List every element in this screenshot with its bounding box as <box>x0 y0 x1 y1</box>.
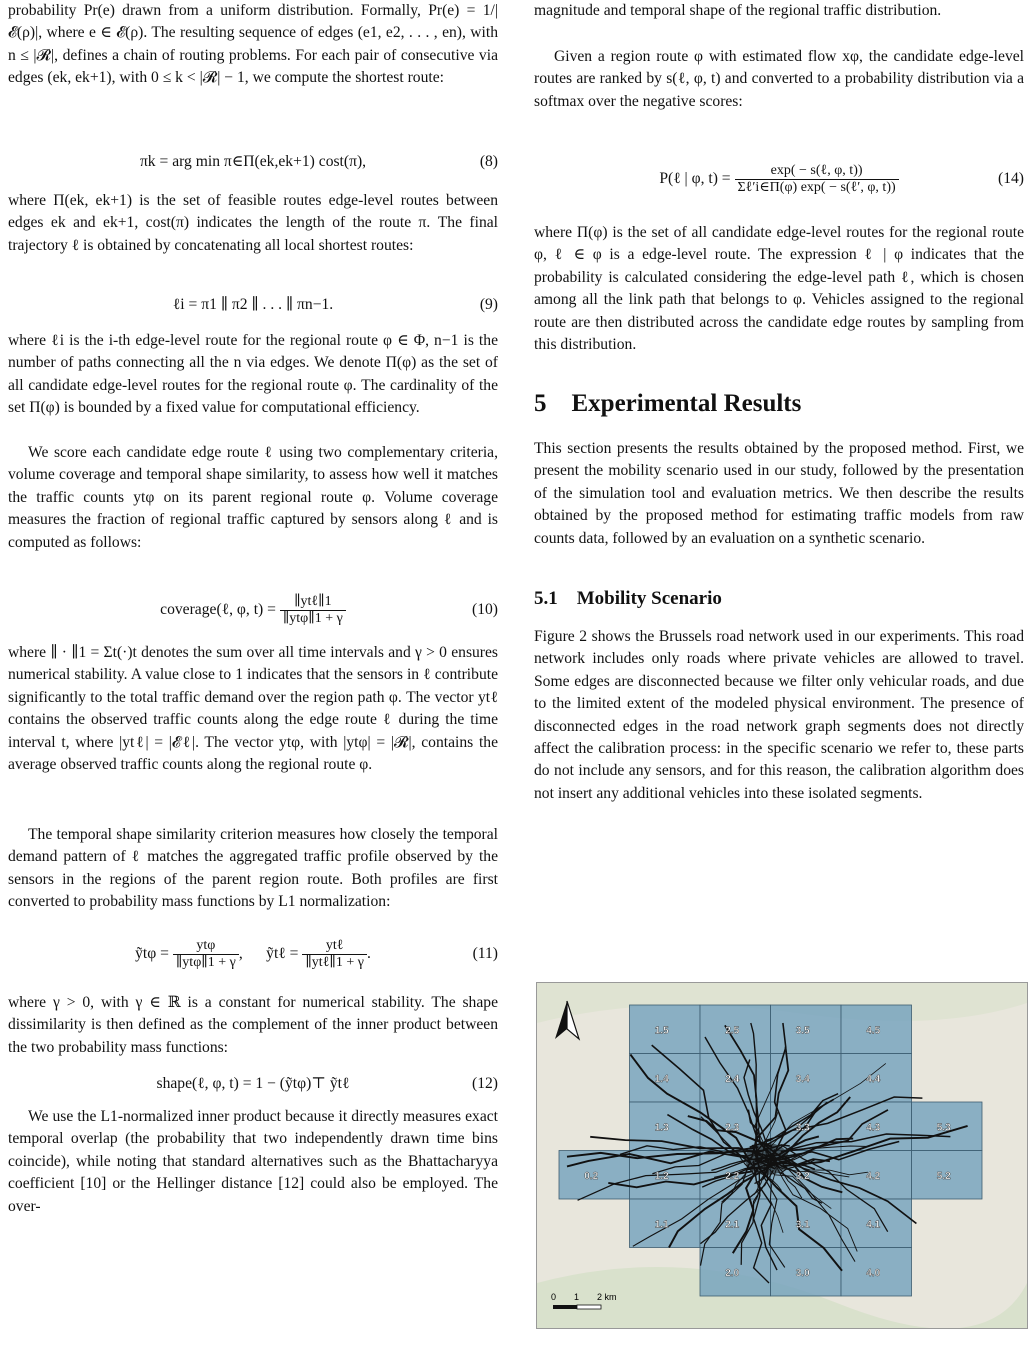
paragraph: This section presents the results obtained by the proposed method. First, we present the mobility scenario used in our study, followed by the presentation of the simulation tool and evaluation metrics. We then describe the results obtained by the proposed method for estimating traffic models from raw counts data, followed by an evaluation on a synthetic scenario. <box>534 440 1024 547</box>
paragraph: We score each candidate edge route ℓ using two complementary criteria, volume coverage and temporal shape similarity, to assess how well it matches the traffic counts ytφ on its parent regional route φ. Volume coverage measures the fraction of regional traffic captured by sensors along ℓ and is computed as follows: <box>8 444 498 551</box>
paragraph: where Π(ek, ek+1) is the set of feasible routes edge-level routes between edges ek and ek+1, cost(π) indicates the length of the route π. The final trajectory ℓ is obtained by concatenating all local shortest routes: <box>8 192 498 254</box>
scale-segment <box>577 1305 601 1309</box>
fraction <box>302 938 367 971</box>
denominator: ∥ytφ∥1 + γ <box>175 954 236 970</box>
numerator: ytφ <box>173 938 239 955</box>
equation-lhs: P(ℓ | φ, t) = <box>659 170 731 187</box>
region-label: 5.2 <box>936 1170 951 1182</box>
region-label: 4.5 <box>866 1025 881 1037</box>
denominator: Σℓ′i∈Π(φ) exp( − s(ℓ′, φ, t)) <box>737 179 896 195</box>
equation-number: (9) <box>479 296 498 313</box>
region-label: 3.3 <box>795 1122 810 1134</box>
equation-9 <box>8 280 498 330</box>
equation-lhs: ỹtℓ = <box>266 945 299 962</box>
fraction <box>173 938 239 971</box>
region-label: 1.4 <box>654 1073 669 1085</box>
equation-number: (12) <box>472 1075 498 1092</box>
scale-label: 2 km <box>597 1292 617 1302</box>
paragraph: The temporal shape similarity criterion measures how closely the temporal demand pattern of ℓ matches the aggregated traffic profile observed by the sensors in the regions of the parent region route. Both profiles are first converted to probability mass functions by L1 normalization: <box>8 826 498 911</box>
paragraph: We use the L1-normalized inner product because it directly measures exact temporal overlap (the probability that two independently drawn time bins coincide), while noting that standard alternatives such as the Bhattacharyya coefficient [10] or the Hellinger distance [12] could also be employed. The over- <box>8 1108 498 1215</box>
section-heading <box>534 384 1024 424</box>
region-label: 1.1 <box>654 1219 669 1231</box>
region-label: 5.3 <box>936 1122 951 1134</box>
right-column <box>534 0 1024 805</box>
region-label: 0.2 <box>584 1170 599 1182</box>
region-label: 4.4 <box>866 1073 881 1085</box>
equation-lhs: ỹtφ = <box>135 945 169 962</box>
section-title: Experimental Results <box>571 390 802 417</box>
paragraph: Figure 2 shows the Brussels road network used in our experiments. This road network includes only roads where private vehicles are allowed to travel. Some edges are disconnected because we filter only vehicular roads, and due to the limited extent of the modeled physical environment. The presence of disconnected edges in the road network graph segments does not directly affect the calibration process: in the specific scenario we refer to, these parts do not include any sensors, and for this reason, the calibration algorithm does not insert any additional vehicles into these isolated segments. <box>534 628 1024 802</box>
equation-text: shape(ℓ, φ, t) = 1 − (ỹtφ)⊤ ỹtℓ <box>156 1075 350 1092</box>
scale-segment <box>553 1305 577 1309</box>
region-label: 2.0 <box>725 1267 740 1279</box>
left-column <box>8 0 498 1218</box>
equation-14 <box>534 136 1024 222</box>
equation-12 <box>8 1062 498 1106</box>
region-label: 2.2 <box>725 1170 740 1182</box>
region-label: 2.5 <box>725 1025 740 1037</box>
region-label: 1.3 <box>654 1122 669 1134</box>
paragraph: where Π(φ) is the set of all candidate edge-level routes for the regional route φ, ℓ ∈ φ is a edge-level route. The expression ℓ | φ indicates that the probability is calculated considering the edge-level path ℓ, which is chosen among all the link path that belongs to φ. Vehicles assigned to the regional route are then distributed across the candidate edge routes by sampling from this distribution. <box>534 224 1024 354</box>
region-label: 3.4 <box>795 1073 810 1085</box>
region-label: 3.5 <box>795 1025 810 1037</box>
map-svg <box>537 983 1027 1328</box>
scale-label: 1 <box>574 1292 580 1302</box>
region-label: 2.1 <box>725 1219 740 1231</box>
subsection-heading <box>534 584 1024 614</box>
subsection-number: 5.1 <box>534 588 558 609</box>
equation-number: (8) <box>479 153 498 170</box>
region-label: 4.2 <box>866 1170 881 1182</box>
numerator: ytℓ <box>302 938 367 955</box>
paragraph: where ∥ · ∥1 = Σt(·)t denotes the sum over all time intervals and γ > 0 ensures numerical stability. A value close to 1 indicates that the sensors in ℓ contribute significantly to the total traffic demand over the region path φ. The vector ytℓ contains the observed traffic counts along the edge route ℓ during the time interval t, where |ytℓ| = |𝓔ℓ|. The vector ytφ, with |ytφ| = |𝓡|, contains the average observed traffic counts along the regional route φ. <box>8 644 498 774</box>
equation-10 <box>8 578 498 642</box>
region-label: 4.3 <box>866 1122 881 1134</box>
figure-map <box>536 982 1028 1329</box>
paragraph: where γ > 0, with γ ∈ ℝ is a constant for numerical stability. The shape dissimilarity is then defined as the complement of the inner product between the two probability mass functions: <box>8 994 498 1056</box>
paragraph: Given a region route φ with estimated flow xφ, the candidate edge-level routes are ranked by s(ℓ, φ, t) and converted to a probability distribution via a softmax over the negative scores: <box>534 48 1024 110</box>
equation-number: (14) <box>998 170 1024 187</box>
numerator: exp( − s(ℓ, φ, t)) <box>735 163 899 180</box>
equation-number: (10) <box>472 601 498 618</box>
section-number: 5 <box>534 390 547 417</box>
denominator: ∥ytℓ∥1 + γ <box>305 954 364 970</box>
equation-lhs: coverage(ℓ, φ, t) = <box>160 601 276 618</box>
equation-text: πk = arg min π∈Π(ek,ek+1) cost(π), <box>139 153 367 170</box>
region-label: 3.1 <box>795 1219 810 1231</box>
scale-label: 0 <box>551 1292 557 1302</box>
equation-11: ỹtφ = $\frac{\text{ytφ}}{\text{∥ytφ∥1 + γ}}$ , ỹtℓ = $\frac{\text{ytℓ}}{\text{∥ytℓ∥1 + γ}}$ . (11) <box>8 916 498 992</box>
paragraph: magnitude and temporal shape of the regional traffic distribution. <box>534 2 942 19</box>
region-label: 1.2 <box>654 1170 669 1182</box>
denominator: ∥ytφ∥1 + γ <box>282 610 343 626</box>
region-label: 2.3 <box>725 1122 740 1134</box>
equation-8 <box>8 134 498 190</box>
region-label: 3.0 <box>795 1267 810 1279</box>
subsection-title: Mobility Scenario <box>576 588 722 609</box>
region-label: 1.5 <box>654 1025 669 1037</box>
equation-number: (11) <box>472 945 498 962</box>
numerator: ∥ytℓ∥1 <box>280 594 346 611</box>
region-label: 2.4 <box>725 1073 740 1085</box>
paragraph: where ℓi is the i-th edge-level route for the regional route φ ∈ Φ, n−1 is the number of paths connecting all the n via edges. We denote Π(φ) as the set of all candidate edge-level routes for the regional route φ. The cardinality of the set Π(φ) is bounded by a fixed value for computational efficiency. <box>8 332 498 417</box>
fraction <box>280 594 346 627</box>
region-label: 4.1 <box>866 1219 881 1231</box>
dense-center <box>745 1143 789 1175</box>
region-label: 4.0 <box>866 1267 881 1279</box>
equation-text: ℓi = π1 ∥ π2 ∥ . . . ∥ πn−1. <box>172 296 334 313</box>
region-label: 3.2 <box>795 1170 810 1182</box>
paragraph: probability Pr(e) drawn from a uniform distribution. Formally, Pr(e) = 1/|𝓔(ρ)|, where e ∈ 𝓔(ρ). The resulting sequence of edges (e1, e2, . . . , en), with n ≤ |𝓡|, defines a chain of routing problems. For each pair of consecutive via edges (ek, ek+1), with 0 ≤ k < |𝓡| − 1, we compute the shortest route: <box>8 2 498 87</box>
fraction <box>735 163 899 196</box>
